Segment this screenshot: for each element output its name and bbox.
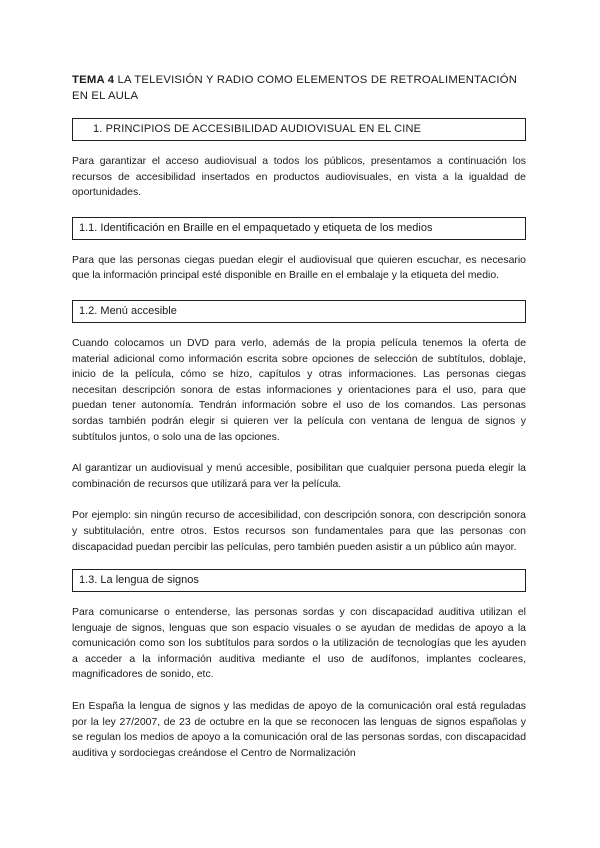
document-page [72,72,526,777]
section-1-2-paragraph-2: Al garantizar un audiovisual y menú accesible, posibilitan que cualquier persona pueda elegir la combinación de recursos que utilizará para ver la película. [72,463,526,490]
section-1-2-paragraph-1: Cuando colocamos un DVD para verlo, además de la propia película tenemos la oferta de material adicional como información escrita sobre opciones de selección de subtítulos, doblaje, inicio de la película, cómo se hizo, capítulos y otras informaciones. Las personas ciegas necesitan descripción sonora de estas informaciones y orientaciones para el uso, para que puedan tener autonomía. Tendrán información sobre el uso de los comandos. Las personas sordas también podrán elegir si quieren ver la película con ventana de lengua de signos y subtítulos juntos, o solo una de las opciones. [72,337,526,443]
section-1-2-heading: 1.2. Menú accesible [72,300,526,323]
section-1-2-paragraph-3: Por ejemplo: sin ningún recurso de accesibilidad, con descripción sonora, con descripción sonora y subtitulación, entre otros. Estos recursos son fundamentales para que las personas con discapacidad puedan percibir las películas, pero también pueden asistir a un público aún mayor. [72,510,526,553]
intro-paragraph: Para garantizar el acceso audiovisual a todos los públicos, presentamos a continuación los recursos de accesibilidad insertados en productos audiovisuales, en vista a la igualdad de oportunidades. [72,156,526,199]
document-title [72,72,526,104]
section-1-1-heading: 1.1. Identificación en Braille en el empaquetado y etiqueta de los medios [72,217,526,240]
section-1-3-paragraph-2: En España la lengua de signos y las medidas de apoyo de la comunicación oral está reguladas por la ley 27/2007, de 23 de octubre en la que se reconocen las lenguas de signos españolas y se regulan los medios de apoyo a la comunicación oral de las personas sordas, con discapacidad auditiva y sordociegas creándose el Centro de Normalización [72,701,526,759]
section-1-3-paragraph-1: Para comunicarse o entenderse, las personas sordas y con discapacidad auditiva utilizan el lenguaje de signos, lenguas que son espacio visuales o se ayudan de medidas de apoyo a la comunicación como son los subtítulos para sordos o la utilización de tecnologías que les ayuden a acceder a la información auditiva mediante el uso de audífonos, implantes cocleares, magnificadores de sonido, etc. [72,607,526,681]
title-text: LA TELEVISIÓN Y RADIO COMO ELEMENTOS DE RETROALIMENTACIÓN EN EL AULA [72,74,518,102]
section-1-1-paragraph: Para que las personas ciegas puedan elegir el audiovisual que quieren escuchar, es necesario que la información principal esté disponible en Braille en el embalaje y la etiqueta del medio. [72,254,526,282]
section-1-3-heading: 1.3. La lengua de signos [72,569,526,592]
section-1-heading: 1. PRINCIPIOS DE ACCESIBILIDAD AUDIOVISUAL EN EL CINE [72,118,526,141]
title-bold: TEMA 4 [72,74,115,86]
